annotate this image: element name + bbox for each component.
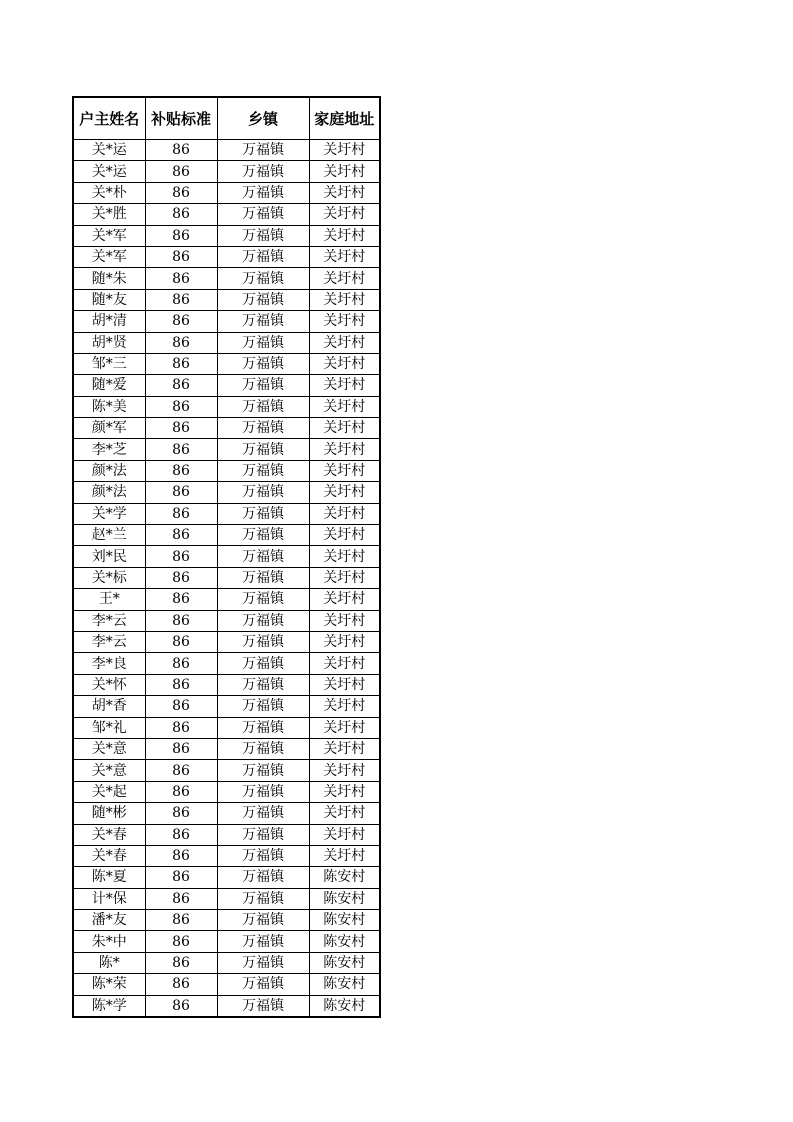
cell-householder-name: 随*友	[73, 289, 145, 310]
table-row	[73, 503, 380, 524]
cell-subsidy-standard: 86	[145, 311, 217, 332]
cell-township: 万福镇	[217, 140, 309, 161]
cell-householder-name: 计*保	[73, 888, 145, 909]
cell-township: 万福镇	[217, 867, 309, 888]
cell-householder-name: 陈*美	[73, 396, 145, 417]
cell-home-address: 关圩村	[309, 332, 380, 353]
cell-township: 万福镇	[217, 910, 309, 931]
cell-householder-name: 陈*	[73, 952, 145, 973]
cell-householder-name: 李*芝	[73, 439, 145, 460]
cell-home-address: 关圩村	[309, 546, 380, 567]
table-row	[73, 460, 380, 481]
table-row	[73, 888, 380, 909]
table-row	[73, 717, 380, 738]
table-row	[73, 311, 380, 332]
cell-subsidy-standard: 86	[145, 760, 217, 781]
table-row	[73, 439, 380, 460]
cell-subsidy-standard: 86	[145, 910, 217, 931]
cell-householder-name: 朱*中	[73, 931, 145, 952]
cell-home-address: 关圩村	[309, 418, 380, 439]
cell-township: 万福镇	[217, 610, 309, 631]
cell-home-address: 关圩村	[309, 311, 380, 332]
table-row	[73, 824, 380, 845]
table-row	[73, 567, 380, 588]
cell-householder-name: 邹*三	[73, 353, 145, 374]
table-row	[73, 289, 380, 310]
table-row	[73, 631, 380, 652]
cell-township: 万福镇	[217, 760, 309, 781]
table-row	[73, 674, 380, 695]
table-row	[73, 931, 380, 952]
cell-householder-name: 赵*兰	[73, 525, 145, 546]
table-row	[73, 546, 380, 567]
cell-subsidy-standard: 86	[145, 803, 217, 824]
cell-township: 万福镇	[217, 845, 309, 866]
cell-householder-name: 刘*民	[73, 546, 145, 567]
table-row	[73, 803, 380, 824]
cell-township: 万福镇	[217, 696, 309, 717]
cell-township: 万福镇	[217, 952, 309, 973]
cell-subsidy-standard: 86	[145, 610, 217, 631]
cell-township: 万福镇	[217, 653, 309, 674]
table-row	[73, 204, 380, 225]
cell-home-address: 陈安村	[309, 974, 380, 995]
cell-subsidy-standard: 86	[145, 482, 217, 503]
cell-subsidy-standard: 86	[145, 653, 217, 674]
header-home-address: 家庭地址	[309, 97, 380, 140]
cell-home-address: 陈安村	[309, 931, 380, 952]
cell-householder-name: 关*春	[73, 845, 145, 866]
cell-township: 万福镇	[217, 995, 309, 1017]
cell-subsidy-standard: 86	[145, 781, 217, 802]
header-householder-name: 户主姓名	[73, 97, 145, 140]
cell-home-address: 陈安村	[309, 995, 380, 1017]
cell-home-address: 关圩村	[309, 246, 380, 267]
cell-township: 万福镇	[217, 888, 309, 909]
cell-home-address: 关圩村	[309, 204, 380, 225]
cell-householder-name: 关*意	[73, 760, 145, 781]
cell-township: 万福镇	[217, 418, 309, 439]
cell-home-address: 关圩村	[309, 738, 380, 759]
cell-subsidy-standard: 86	[145, 161, 217, 182]
table-row	[73, 140, 380, 161]
table-row	[73, 375, 380, 396]
cell-township: 万福镇	[217, 204, 309, 225]
cell-township: 万福镇	[217, 439, 309, 460]
table-row	[73, 396, 380, 417]
cell-subsidy-standard: 86	[145, 268, 217, 289]
cell-home-address: 陈安村	[309, 867, 380, 888]
cell-township: 万福镇	[217, 931, 309, 952]
cell-subsidy-standard: 86	[145, 140, 217, 161]
table-body	[73, 140, 380, 1018]
cell-township: 万福镇	[217, 161, 309, 182]
cell-householder-name: 随*朱	[73, 268, 145, 289]
cell-township: 万福镇	[217, 974, 309, 995]
cell-householder-name: 关*学	[73, 503, 145, 524]
cell-householder-name: 陈*夏	[73, 867, 145, 888]
header-subsidy-standard: 补贴标准	[145, 97, 217, 140]
cell-householder-name: 关*朴	[73, 182, 145, 203]
cell-householder-name: 李*良	[73, 653, 145, 674]
table-row	[73, 525, 380, 546]
cell-subsidy-standard: 86	[145, 182, 217, 203]
cell-subsidy-standard: 86	[145, 246, 217, 267]
cell-subsidy-standard: 86	[145, 589, 217, 610]
cell-home-address: 关圩村	[309, 482, 380, 503]
table-row	[73, 482, 380, 503]
cell-householder-name: 随*彬	[73, 803, 145, 824]
cell-householder-name: 李*云	[73, 631, 145, 652]
cell-home-address: 关圩村	[309, 781, 380, 802]
cell-subsidy-standard: 86	[145, 738, 217, 759]
cell-home-address: 关圩村	[309, 760, 380, 781]
cell-township: 万福镇	[217, 375, 309, 396]
cell-householder-name: 关*春	[73, 824, 145, 845]
cell-home-address: 关圩村	[309, 353, 380, 374]
table-row	[73, 696, 380, 717]
cell-township: 万福镇	[217, 289, 309, 310]
cell-township: 万福镇	[217, 396, 309, 417]
table-row	[73, 353, 380, 374]
cell-township: 万福镇	[217, 332, 309, 353]
cell-householder-name: 关*怀	[73, 674, 145, 695]
cell-householder-name: 颜*法	[73, 460, 145, 481]
cell-home-address: 陈安村	[309, 910, 380, 931]
cell-home-address: 陈安村	[309, 952, 380, 973]
cell-householder-name: 关*胜	[73, 204, 145, 225]
cell-householder-name: 李*云	[73, 610, 145, 631]
cell-home-address: 关圩村	[309, 567, 380, 588]
cell-township: 万福镇	[217, 268, 309, 289]
cell-home-address: 关圩村	[309, 845, 380, 866]
cell-householder-name: 胡*贤	[73, 332, 145, 353]
cell-township: 万福镇	[217, 738, 309, 759]
table-row	[73, 952, 380, 973]
cell-township: 万福镇	[217, 546, 309, 567]
header-township: 乡镇	[217, 97, 309, 140]
table-row	[73, 867, 380, 888]
cell-subsidy-standard: 86	[145, 289, 217, 310]
cell-township: 万福镇	[217, 353, 309, 374]
cell-home-address: 关圩村	[309, 653, 380, 674]
cell-subsidy-standard: 86	[145, 845, 217, 866]
cell-home-address: 关圩村	[309, 439, 380, 460]
cell-subsidy-standard: 86	[145, 631, 217, 652]
cell-subsidy-standard: 86	[145, 204, 217, 225]
cell-householder-name: 随*爱	[73, 375, 145, 396]
table-row	[73, 910, 380, 931]
cell-householder-name: 关*运	[73, 140, 145, 161]
cell-subsidy-standard: 86	[145, 546, 217, 567]
cell-township: 万福镇	[217, 803, 309, 824]
cell-township: 万福镇	[217, 674, 309, 695]
cell-home-address: 陈安村	[309, 888, 380, 909]
cell-home-address: 关圩村	[309, 503, 380, 524]
cell-subsidy-standard: 86	[145, 225, 217, 246]
cell-subsidy-standard: 86	[145, 460, 217, 481]
cell-township: 万福镇	[217, 824, 309, 845]
table-row	[73, 418, 380, 439]
cell-home-address: 关圩村	[309, 375, 380, 396]
cell-home-address: 关圩村	[309, 589, 380, 610]
cell-home-address: 关圩村	[309, 803, 380, 824]
cell-township: 万福镇	[217, 781, 309, 802]
table-row	[73, 182, 380, 203]
table-row	[73, 610, 380, 631]
cell-home-address: 关圩村	[309, 674, 380, 695]
cell-subsidy-standard: 86	[145, 674, 217, 695]
cell-subsidy-standard: 86	[145, 952, 217, 973]
cell-home-address: 关圩村	[309, 140, 380, 161]
cell-householder-name: 颜*军	[73, 418, 145, 439]
cell-home-address: 关圩村	[309, 268, 380, 289]
cell-householder-name: 王*	[73, 589, 145, 610]
table-row	[73, 760, 380, 781]
cell-township: 万福镇	[217, 717, 309, 738]
cell-householder-name: 关*标	[73, 567, 145, 588]
cell-householder-name: 潘*友	[73, 910, 145, 931]
cell-subsidy-standard: 86	[145, 503, 217, 524]
cell-home-address: 关圩村	[309, 460, 380, 481]
cell-householder-name: 陈*学	[73, 995, 145, 1017]
cell-township: 万福镇	[217, 589, 309, 610]
cell-subsidy-standard: 86	[145, 525, 217, 546]
cell-township: 万福镇	[217, 631, 309, 652]
cell-householder-name: 关*军	[73, 246, 145, 267]
cell-home-address: 关圩村	[309, 161, 380, 182]
cell-home-address: 关圩村	[309, 225, 380, 246]
table-row	[73, 246, 380, 267]
cell-township: 万福镇	[217, 225, 309, 246]
cell-township: 万福镇	[217, 482, 309, 503]
cell-home-address: 关圩村	[309, 396, 380, 417]
cell-home-address: 关圩村	[309, 631, 380, 652]
cell-subsidy-standard: 86	[145, 696, 217, 717]
table-row	[73, 995, 380, 1017]
cell-township: 万福镇	[217, 182, 309, 203]
cell-home-address: 关圩村	[309, 717, 380, 738]
table-row	[73, 781, 380, 802]
cell-subsidy-standard: 86	[145, 931, 217, 952]
cell-subsidy-standard: 86	[145, 375, 217, 396]
cell-home-address: 关圩村	[309, 289, 380, 310]
cell-householder-name: 关*运	[73, 161, 145, 182]
cell-householder-name: 关*起	[73, 781, 145, 802]
cell-subsidy-standard: 86	[145, 332, 217, 353]
cell-householder-name: 关*军	[73, 225, 145, 246]
cell-township: 万福镇	[217, 311, 309, 332]
table-row	[73, 332, 380, 353]
cell-subsidy-standard: 86	[145, 888, 217, 909]
cell-householder-name: 胡*清	[73, 311, 145, 332]
cell-subsidy-standard: 86	[145, 995, 217, 1017]
cell-subsidy-standard: 86	[145, 717, 217, 738]
cell-householder-name: 关*意	[73, 738, 145, 759]
table-row	[73, 225, 380, 246]
cell-township: 万福镇	[217, 503, 309, 524]
cell-subsidy-standard: 86	[145, 353, 217, 374]
cell-householder-name: 陈*荣	[73, 974, 145, 995]
subsidy-table	[72, 96, 381, 1018]
cell-householder-name: 邹*礼	[73, 717, 145, 738]
table-row	[73, 845, 380, 866]
cell-subsidy-standard: 86	[145, 396, 217, 417]
cell-home-address: 关圩村	[309, 696, 380, 717]
cell-home-address: 关圩村	[309, 610, 380, 631]
cell-township: 万福镇	[217, 567, 309, 588]
table-row	[73, 738, 380, 759]
cell-home-address: 关圩村	[309, 525, 380, 546]
cell-subsidy-standard: 86	[145, 974, 217, 995]
cell-householder-name: 胡*香	[73, 696, 145, 717]
cell-subsidy-standard: 86	[145, 867, 217, 888]
table-row	[73, 974, 380, 995]
cell-township: 万福镇	[217, 460, 309, 481]
cell-subsidy-standard: 86	[145, 824, 217, 845]
cell-subsidy-standard: 86	[145, 418, 217, 439]
cell-township: 万福镇	[217, 525, 309, 546]
cell-householder-name: 颜*法	[73, 482, 145, 503]
header-row	[73, 97, 380, 140]
cell-subsidy-standard: 86	[145, 439, 217, 460]
table-row	[73, 161, 380, 182]
cell-home-address: 关圩村	[309, 182, 380, 203]
cell-township: 万福镇	[217, 246, 309, 267]
cell-home-address: 关圩村	[309, 824, 380, 845]
cell-subsidy-standard: 86	[145, 567, 217, 588]
table-row	[73, 589, 380, 610]
table-row	[73, 268, 380, 289]
table-row	[73, 653, 380, 674]
